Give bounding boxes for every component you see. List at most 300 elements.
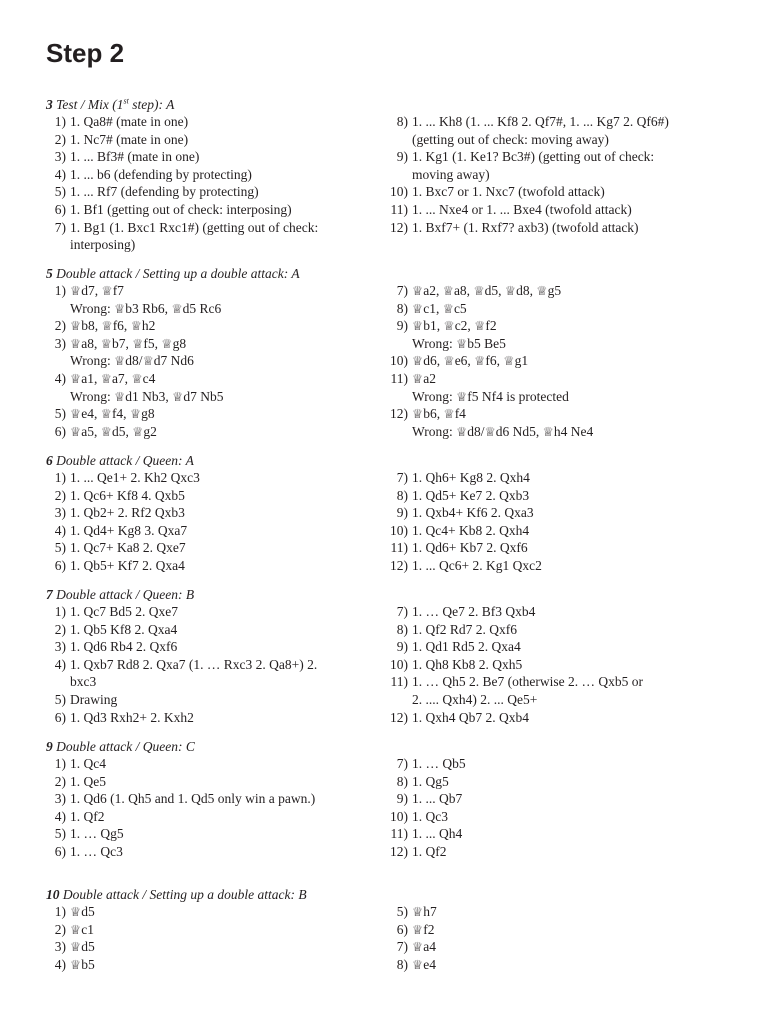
queen-icon: ♕ bbox=[412, 904, 424, 919]
answer-text: ♕d6, ♕e6, ♕f6, ♕g1 bbox=[412, 353, 529, 369]
answer-body bbox=[412, 603, 736, 621]
answer-text: 1. ... Nxe4 or 1. ... Bxe4 (twofold attack) bbox=[412, 201, 632, 217]
answer-body bbox=[412, 522, 736, 540]
answer-text: 1. Qc7 Bd5 2. Qxe7 bbox=[70, 604, 178, 619]
answer-body bbox=[412, 825, 736, 843]
answer-text: 1. Qd4+ Kg8 3. Qxa7 bbox=[70, 522, 188, 538]
answer-text: 1. Qxb7 Rd8 2. Qxa7 (1. … Rxc3 2. Qa8+) 2. bbox=[70, 656, 318, 672]
queen-icon: ♕ bbox=[129, 406, 142, 422]
queen-icon: ♕ bbox=[100, 335, 112, 351]
answer-body bbox=[70, 903, 364, 921]
section-columns bbox=[46, 603, 736, 726]
answer-number: 8) bbox=[396, 773, 408, 789]
queen-icon: ♕ bbox=[70, 318, 82, 334]
answer-body bbox=[70, 148, 364, 166]
answer-body bbox=[412, 673, 736, 708]
queen-icon: ♕ bbox=[503, 353, 515, 369]
answer-item bbox=[388, 825, 736, 843]
answer-body bbox=[412, 183, 736, 201]
answer-text: ♕h7 bbox=[412, 904, 437, 919]
answer-item bbox=[46, 131, 364, 149]
answer-body bbox=[412, 469, 736, 487]
queen-icon: ♕ bbox=[70, 370, 82, 386]
queen-icon: ♕ bbox=[161, 335, 173, 351]
answer-text: 1. ... Rf7 (defending by protecting) bbox=[70, 184, 259, 200]
answer-number: 12) bbox=[390, 406, 408, 422]
queen-icon: ♕ bbox=[70, 283, 82, 298]
answer-body bbox=[70, 405, 364, 423]
answer-body bbox=[412, 148, 736, 183]
answer-number: 3) bbox=[54, 149, 66, 165]
answer-number: 1) bbox=[54, 756, 66, 771]
answer-item bbox=[46, 166, 364, 184]
queen-icon: ♕ bbox=[114, 300, 126, 316]
answer-text: ♕a5, ♕d5, ♕g2 bbox=[70, 423, 157, 439]
queen-icon: ♕ bbox=[70, 921, 82, 937]
queen-icon: ♕ bbox=[130, 318, 142, 334]
queen-icon: ♕ bbox=[70, 939, 82, 955]
queen-icon: ♕ bbox=[456, 388, 468, 404]
answer-text: 1. Kg1 (1. Ke1? Bc3#) (getting out of check: bbox=[412, 149, 655, 165]
queen-icon: ♕ bbox=[456, 423, 468, 439]
answer-number: 6) bbox=[54, 201, 66, 217]
answer-body bbox=[412, 843, 736, 861]
queen-icon: ♕ bbox=[412, 300, 424, 316]
answer-body bbox=[70, 166, 364, 184]
answer-item bbox=[46, 370, 364, 405]
answer-item bbox=[388, 709, 736, 727]
answer-item bbox=[46, 921, 364, 939]
answer-number: 11) bbox=[390, 674, 408, 690]
answer-number: 6) bbox=[54, 423, 66, 439]
queen-icon: ♕ bbox=[474, 353, 486, 369]
answer-number: 1) bbox=[54, 604, 66, 619]
answer-text: ♕c1, ♕c5 bbox=[412, 300, 467, 316]
queen-icon: ♕ bbox=[412, 921, 424, 937]
answer-section bbox=[46, 96, 736, 254]
section-title: Double attack / Queen: B bbox=[52, 587, 195, 602]
answer-item bbox=[46, 487, 364, 505]
answer-item bbox=[46, 522, 364, 540]
queen-icon: ♕ bbox=[442, 300, 454, 316]
answer-number: 12) bbox=[390, 219, 408, 235]
wrong-move-line: Wrong: ♕d8/♕d6 Nd5, ♕h4 Ne4 bbox=[412, 423, 594, 439]
answer-text: moving away) bbox=[412, 166, 490, 182]
answer-text: ♕d5 bbox=[70, 939, 95, 955]
answer-column-left bbox=[46, 903, 364, 973]
answer-number: 12) bbox=[390, 843, 408, 859]
answer-item bbox=[388, 487, 736, 505]
answer-number: 2) bbox=[54, 773, 66, 789]
queen-icon: ♕ bbox=[504, 283, 517, 298]
answer-text: 1. ... Qe1+ 2. Kh2 Qxc3 bbox=[70, 470, 200, 485]
answer-text: 1. Qf2 bbox=[412, 843, 447, 859]
answer-text: 1. Qe5 bbox=[70, 773, 106, 789]
answer-item bbox=[46, 335, 364, 370]
answer-column-left bbox=[46, 755, 364, 861]
section-columns bbox=[46, 113, 736, 254]
answer-section bbox=[46, 886, 736, 973]
answer-body bbox=[412, 201, 736, 219]
answer-body bbox=[70, 539, 364, 557]
wrong-move-line: Wrong: ♕d8/♕d7 Nd6 bbox=[70, 353, 194, 369]
answer-number: 9) bbox=[396, 505, 408, 521]
section-columns bbox=[46, 469, 736, 575]
answer-number: 10) bbox=[390, 184, 408, 200]
page-title: Step 2 bbox=[46, 38, 125, 68]
answer-text: 1. Qh6+ Kg8 2. Qxh4 bbox=[412, 470, 530, 485]
queen-icon: ♕ bbox=[412, 353, 424, 369]
answer-body bbox=[70, 201, 364, 219]
answer-body bbox=[412, 638, 736, 656]
answer-number: 3) bbox=[54, 639, 66, 655]
answer-number: 2) bbox=[54, 487, 66, 503]
queen-icon: ♕ bbox=[443, 318, 455, 334]
answer-number: 6) bbox=[54, 709, 66, 725]
queen-icon: ♕ bbox=[443, 353, 455, 369]
answer-body bbox=[412, 504, 736, 522]
answer-number: 4) bbox=[54, 956, 66, 972]
answer-item bbox=[388, 219, 736, 237]
answer-number: 2) bbox=[54, 921, 66, 937]
answer-number: 2) bbox=[54, 621, 66, 637]
answer-item bbox=[46, 317, 364, 335]
answer-body bbox=[70, 656, 364, 691]
answer-item bbox=[388, 656, 736, 674]
answer-body bbox=[412, 317, 736, 352]
queen-icon: ♕ bbox=[70, 956, 82, 972]
answer-number: 12) bbox=[390, 709, 408, 725]
answer-item bbox=[46, 469, 364, 487]
queen-icon: ♕ bbox=[114, 388, 126, 404]
queen-icon: ♕ bbox=[142, 353, 154, 369]
section-title: Test / Mix (1st step): A bbox=[52, 96, 175, 112]
answer-body bbox=[70, 621, 364, 639]
answer-body bbox=[70, 755, 364, 773]
answer-item bbox=[46, 539, 364, 557]
answer-number: 9) bbox=[396, 639, 408, 655]
answer-body bbox=[70, 790, 364, 808]
answer-body bbox=[412, 113, 736, 148]
answer-item bbox=[46, 825, 364, 843]
answer-text: ♕b8, ♕f6, ♕h2 bbox=[70, 318, 156, 334]
answer-column-left bbox=[46, 113, 364, 254]
answer-body bbox=[70, 487, 364, 505]
queen-icon: ♕ bbox=[456, 335, 468, 351]
section-number: 7 bbox=[46, 587, 53, 602]
answer-item bbox=[46, 773, 364, 791]
answer-item bbox=[46, 755, 364, 773]
answer-body bbox=[70, 522, 364, 540]
answer-body bbox=[70, 219, 364, 254]
answer-body bbox=[70, 808, 364, 826]
answer-text: 1. Qc4 bbox=[70, 756, 106, 771]
section-title: Double attack / Queen: A bbox=[52, 453, 194, 468]
answer-body bbox=[412, 539, 736, 557]
answer-number: 4) bbox=[54, 808, 66, 824]
answer-body bbox=[70, 691, 364, 709]
answer-item bbox=[46, 691, 364, 709]
answer-text: Drawing bbox=[70, 691, 118, 707]
answer-number: 5) bbox=[54, 691, 66, 707]
answer-text: ♕f2 bbox=[412, 921, 435, 937]
answer-text: ♕e4, ♕f4, ♕g8 bbox=[70, 406, 155, 422]
answer-body bbox=[412, 755, 736, 773]
answer-body bbox=[412, 956, 736, 974]
answer-body bbox=[70, 335, 364, 370]
answer-column-right bbox=[388, 755, 736, 861]
queen-icon: ♕ bbox=[70, 406, 82, 422]
section-number: 6 bbox=[46, 453, 53, 468]
wrong-move-line: Wrong: ♕d1 Nb3, ♕d7 Nb5 bbox=[70, 388, 224, 404]
answer-body bbox=[412, 773, 736, 791]
answer-item bbox=[388, 638, 736, 656]
answer-item bbox=[388, 539, 736, 557]
answer-number: 11) bbox=[390, 826, 408, 842]
answer-text: ♕b6, ♕f4 bbox=[412, 406, 466, 422]
answer-text: 2. .... Qxh4) 2. ... Qe5+ bbox=[412, 691, 538, 707]
answer-text: 1. Qc7+ Ka8 2. Qxe7 bbox=[70, 540, 186, 556]
answer-number: 4) bbox=[54, 522, 66, 538]
answer-body bbox=[70, 638, 364, 656]
answer-text: ♕d5 bbox=[70, 904, 95, 919]
answer-body bbox=[70, 825, 364, 843]
answer-number: 8) bbox=[396, 956, 408, 972]
answer-number: 8) bbox=[396, 300, 408, 316]
answer-number: 5) bbox=[54, 184, 66, 200]
answer-number: 5) bbox=[54, 540, 66, 556]
section-columns bbox=[46, 755, 736, 861]
answer-item bbox=[388, 405, 736, 440]
answer-item bbox=[46, 790, 364, 808]
queen-icon: ♕ bbox=[442, 283, 454, 298]
answer-number: 3) bbox=[54, 335, 66, 351]
answer-item bbox=[388, 938, 736, 956]
answer-section bbox=[46, 738, 736, 861]
queen-icon: ♕ bbox=[473, 283, 485, 298]
answer-item bbox=[46, 843, 364, 861]
answer-body bbox=[412, 656, 736, 674]
answer-text: 1. ... Qh4 bbox=[412, 826, 463, 842]
answer-column-right bbox=[388, 113, 736, 236]
answer-item bbox=[46, 603, 364, 621]
section-heading bbox=[46, 738, 736, 755]
answer-text: 1. ... b6 (defending by protecting) bbox=[70, 166, 252, 182]
answer-column-right bbox=[388, 469, 736, 575]
section-columns bbox=[46, 903, 736, 973]
answer-body bbox=[412, 557, 736, 575]
answer-item bbox=[388, 370, 736, 405]
queen-icon: ♕ bbox=[132, 423, 144, 439]
answer-item bbox=[388, 317, 736, 352]
queen-icon: ♕ bbox=[70, 423, 82, 439]
answer-text: 1. Qh8 Kb8 2. Qxh5 bbox=[412, 656, 523, 672]
answer-item bbox=[46, 709, 364, 727]
section-columns bbox=[46, 282, 736, 440]
answer-item bbox=[388, 504, 736, 522]
answer-number: 3) bbox=[54, 939, 66, 955]
answer-text: 1. Qa8# (mate in one) bbox=[70, 114, 189, 129]
queen-icon: ♕ bbox=[484, 423, 496, 439]
answer-text: ♕a1, ♕a7, ♕c4 bbox=[70, 370, 156, 386]
answer-item bbox=[46, 808, 364, 826]
answer-body bbox=[70, 956, 364, 974]
answer-item bbox=[46, 557, 364, 575]
answer-column-right bbox=[388, 903, 736, 973]
answer-text: 1. Qc4+ Kb8 2. Qxh4 bbox=[412, 522, 530, 538]
answer-text: 1. Qc6+ Kf8 4. Qxb5 bbox=[70, 487, 185, 503]
answer-number: 12) bbox=[390, 557, 408, 573]
answer-column-left bbox=[46, 282, 364, 440]
answer-body bbox=[70, 603, 364, 621]
queen-icon: ♕ bbox=[412, 283, 424, 298]
queen-icon: ♕ bbox=[100, 370, 112, 386]
queen-icon: ♕ bbox=[101, 283, 113, 298]
answer-body bbox=[70, 131, 364, 149]
answer-number: 7) bbox=[54, 219, 66, 235]
answer-body bbox=[70, 709, 364, 727]
answer-body bbox=[70, 921, 364, 939]
answer-number: 4) bbox=[54, 656, 66, 672]
section-number: 5 bbox=[46, 266, 53, 281]
answer-text: 1. Qb5+ Kf7 2. Qxa4 bbox=[70, 557, 185, 573]
answer-body bbox=[70, 183, 364, 201]
queen-icon: ♕ bbox=[101, 318, 113, 334]
answer-body bbox=[70, 423, 364, 441]
answer-text: 1. Qd6 (1. Qh5 and 1. Qd5 only win a pawn.) bbox=[70, 791, 316, 807]
answer-body bbox=[412, 921, 736, 939]
answer-text: 1. … Qh5 2. Be7 (otherwise 2. … Qxb5 or bbox=[412, 674, 643, 690]
answer-text: 1. Qg5 bbox=[412, 773, 449, 789]
answer-text: 1. Qxb4+ Kf6 2. Qxa3 bbox=[412, 505, 534, 521]
answer-text: 1. ... Bf3# (mate in one) bbox=[70, 149, 200, 165]
answer-text: ♕e4 bbox=[412, 956, 436, 972]
answer-body bbox=[70, 773, 364, 791]
queen-icon: ♕ bbox=[443, 406, 455, 422]
answer-body bbox=[70, 113, 364, 131]
answer-number: 11) bbox=[390, 540, 408, 556]
answer-section bbox=[46, 452, 736, 575]
queen-icon: ♕ bbox=[132, 335, 144, 351]
answer-body bbox=[70, 504, 364, 522]
section-heading bbox=[46, 586, 736, 603]
answer-text: 1. Bg1 (1. Bxc1 Rxc1#) (getting out of check: bbox=[70, 219, 319, 235]
answer-body bbox=[412, 709, 736, 727]
queen-icon: ♕ bbox=[412, 406, 424, 422]
answer-text: ♕c1 bbox=[70, 921, 94, 937]
answer-item bbox=[46, 219, 364, 254]
answer-text: 1. Bxc7 or 1. Nxc7 (twofold attack) bbox=[412, 184, 605, 200]
answer-number: 10) bbox=[390, 522, 408, 538]
answer-text: 1. ... Qc6+ 2. Kg1 Qxc2 bbox=[412, 557, 542, 573]
answer-number: 11) bbox=[390, 370, 408, 386]
answer-column-left bbox=[46, 469, 364, 575]
answer-item bbox=[388, 557, 736, 575]
answer-number: 9) bbox=[396, 149, 408, 165]
answer-body bbox=[412, 370, 736, 405]
answer-number: 7) bbox=[396, 756, 408, 771]
answer-number: 10) bbox=[390, 808, 408, 824]
answer-text: (getting out of check: moving away) bbox=[412, 131, 609, 147]
answer-text: 1. Qd6+ Kb7 2. Qxf6 bbox=[412, 540, 528, 556]
queen-icon: ♕ bbox=[114, 353, 126, 369]
answer-item bbox=[46, 903, 364, 921]
queen-icon: ♕ bbox=[536, 283, 548, 298]
queen-icon: ♕ bbox=[542, 423, 554, 439]
wrong-move-line: Wrong: ♕f5 Nf4 is protected bbox=[412, 388, 569, 404]
answer-text: 1. … Qe7 2. Bf3 Qxb4 bbox=[412, 604, 536, 619]
answer-number: 10) bbox=[390, 353, 408, 369]
answer-item bbox=[388, 300, 736, 318]
answer-item bbox=[46, 656, 364, 691]
queen-icon: ♕ bbox=[70, 335, 82, 351]
answer-column-left bbox=[46, 603, 364, 726]
queen-icon: ♕ bbox=[70, 904, 82, 919]
answer-number: 1) bbox=[54, 904, 66, 919]
answer-item bbox=[46, 938, 364, 956]
answer-item bbox=[388, 773, 736, 791]
answer-number: 6) bbox=[396, 921, 408, 937]
answer-number: 5) bbox=[54, 406, 66, 422]
answer-number: 9) bbox=[396, 791, 408, 807]
answer-body bbox=[70, 557, 364, 575]
answer-body bbox=[412, 790, 736, 808]
answer-item bbox=[388, 808, 736, 826]
answer-item bbox=[46, 956, 364, 974]
answer-section bbox=[46, 265, 736, 440]
answer-item bbox=[388, 755, 736, 773]
answer-body bbox=[70, 317, 364, 335]
queen-icon: ♕ bbox=[474, 318, 486, 334]
answer-item bbox=[388, 469, 736, 487]
answer-body bbox=[412, 903, 736, 921]
answer-item bbox=[46, 148, 364, 166]
answer-section bbox=[46, 586, 736, 726]
answer-text: interposing) bbox=[70, 237, 136, 253]
answer-number: 4) bbox=[54, 370, 66, 386]
answer-text: 1. Qf2 Rd7 2. Qxf6 bbox=[412, 621, 517, 637]
section-heading bbox=[46, 886, 736, 903]
answer-item bbox=[388, 148, 736, 183]
answer-number: 3) bbox=[54, 505, 66, 521]
answer-number: 2) bbox=[54, 131, 66, 147]
answer-item bbox=[388, 522, 736, 540]
queen-icon: ♕ bbox=[412, 318, 424, 334]
section-title: Double attack / Setting up a double attack: B bbox=[59, 887, 307, 902]
answer-item bbox=[388, 921, 736, 939]
answer-number: 5) bbox=[54, 826, 66, 842]
answer-number: 7) bbox=[396, 604, 408, 619]
answer-text: 1. Qxh4 Qb7 2. Qxb4 bbox=[412, 709, 529, 725]
answer-body bbox=[412, 219, 736, 237]
section-heading bbox=[46, 265, 736, 282]
answer-text: 1. Qb2+ 2. Rf2 Qxb3 bbox=[70, 505, 185, 521]
answer-text: ♕a2 bbox=[412, 370, 436, 386]
answer-item bbox=[388, 673, 736, 708]
answer-number: 6) bbox=[54, 843, 66, 859]
queen-icon: ♕ bbox=[100, 406, 112, 422]
section-number: 3 bbox=[46, 97, 53, 112]
answer-text: ♕d7, ♕f7 bbox=[70, 283, 124, 298]
answer-number: 2) bbox=[54, 318, 66, 334]
answer-number: 3) bbox=[54, 791, 66, 807]
answer-text: 1. Qd5+ Ke7 2. Qxb3 bbox=[412, 487, 530, 503]
answer-text: 1. Qc3 bbox=[412, 808, 448, 824]
answer-item bbox=[388, 790, 736, 808]
queen-icon: ♕ bbox=[171, 300, 183, 316]
answer-item bbox=[388, 113, 736, 148]
section-title: Double attack / Setting up a double attack: A bbox=[52, 266, 300, 281]
